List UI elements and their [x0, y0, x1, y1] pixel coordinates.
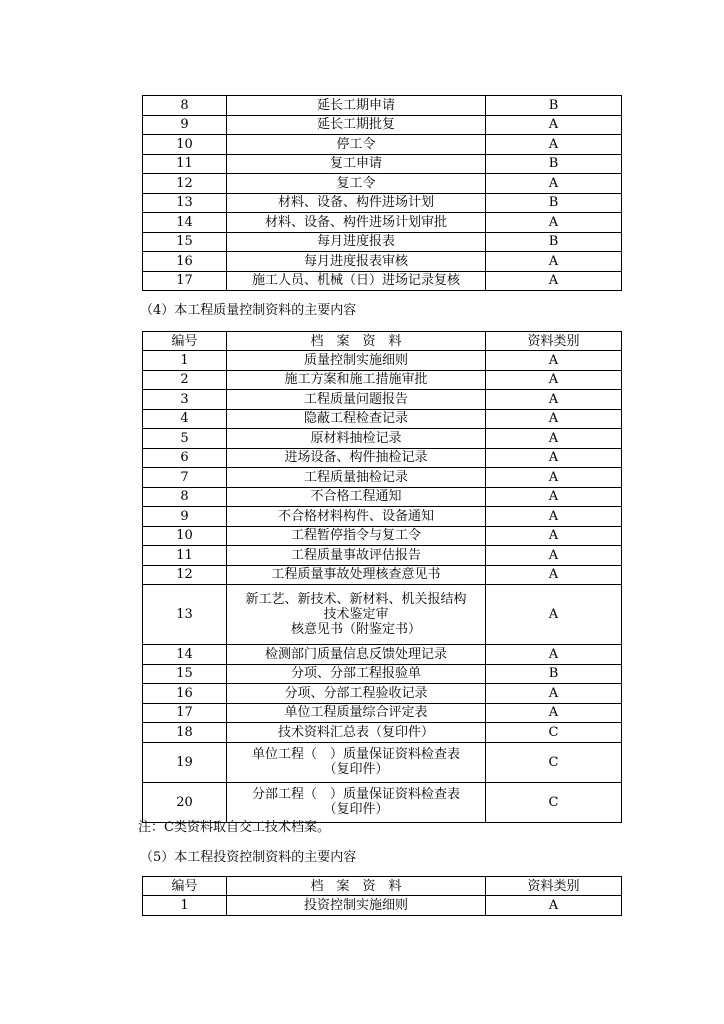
- table-row: 15 每月进度报表 B: [143, 232, 622, 252]
- table-row: 9 延长工期批复 A: [143, 115, 622, 135]
- table-row: 3 工程质量问题报告 A: [143, 390, 622, 410]
- section-4-heading: （4）本工程质量控制资料的主要内容: [140, 303, 357, 318]
- header-name: 档 案 资 料: [227, 332, 486, 351]
- table-row: 16 分项、分部工程验收记录 A: [143, 684, 622, 704]
- table-row: 18 技术资料汇总表（复印件） C: [143, 723, 622, 743]
- table-row: 8 延长工期申请 B: [143, 96, 622, 116]
- table-row: 15 分项、分部工程报验单 B: [143, 664, 622, 684]
- table-row: 19 单位工程（ ）质量保证资料检查表 （复印件） C: [143, 742, 622, 782]
- header-no: 编号: [143, 332, 227, 351]
- table-row: 1 质量控制实施细则 A: [143, 351, 622, 371]
- table-row: 11 工程质量事故评估报告 A: [143, 546, 622, 566]
- header-name: 档 案 资 料: [227, 877, 486, 896]
- table-row: 13 新工艺、新技术、新材料、机关报结构 技术鉴定审 核意见书（附鉴定书） A: [143, 585, 622, 645]
- table-row: 10 停工令 A: [143, 135, 622, 155]
- table-row: 4 隐蔽工程检查记录 A: [143, 409, 622, 429]
- table-row: 12 复工令 A: [143, 174, 622, 194]
- table-row: 7 工程质量抽检记录 A: [143, 468, 622, 488]
- quality-control-table: [142, 331, 622, 823]
- table-row: 14 检测部门质量信息反馈处理记录 A: [143, 645, 622, 665]
- header-no: 编号: [143, 877, 227, 896]
- header-type: 资料类别: [486, 877, 622, 896]
- table-row: 2 施工方案和施工措施审批 A: [143, 370, 622, 390]
- table-row: 8 不合格工程通知 A: [143, 487, 622, 507]
- table-row: 17 单位工程质量综合评定表 A: [143, 703, 622, 723]
- table-row: 16 每月进度报表审核 A: [143, 252, 622, 272]
- table-header-row: [143, 332, 622, 351]
- table-row: 6 进场设备、构件抽检记录 A: [143, 448, 622, 468]
- table-row: 1 投资控制实施细则 A: [143, 896, 622, 916]
- investment-control-table: [142, 876, 622, 916]
- table-note: 注：C类资料取自交工技术档案。: [138, 820, 330, 835]
- table-header-row: [143, 877, 622, 896]
- table-row: 12 工程质量事故处理核查意见书 A: [143, 565, 622, 585]
- table-row: 9 不合格材料构件、设备通知 A: [143, 507, 622, 527]
- header-type: 资料类别: [486, 332, 622, 351]
- section-5-heading: （5）本工程投资控制资料的主要内容: [140, 850, 357, 865]
- table-row: 20 分部工程（ ）质量保证资料检查表 （复印件） C: [143, 782, 622, 822]
- schedule-control-table: [142, 95, 622, 291]
- table-row: 5 原材料抽检记录 A: [143, 429, 622, 449]
- table-row: 11 复工申请 B: [143, 154, 622, 174]
- table-row: 14 材料、设备、构件进场计划审批 A: [143, 213, 622, 233]
- table-row: 17 施工人员、机械（日）进场记录复核 A: [143, 271, 622, 291]
- table-row: 13 材料、设备、构件进场计划 B: [143, 193, 622, 213]
- table-row: 10 工程暂停指令与复工令 A: [143, 526, 622, 546]
